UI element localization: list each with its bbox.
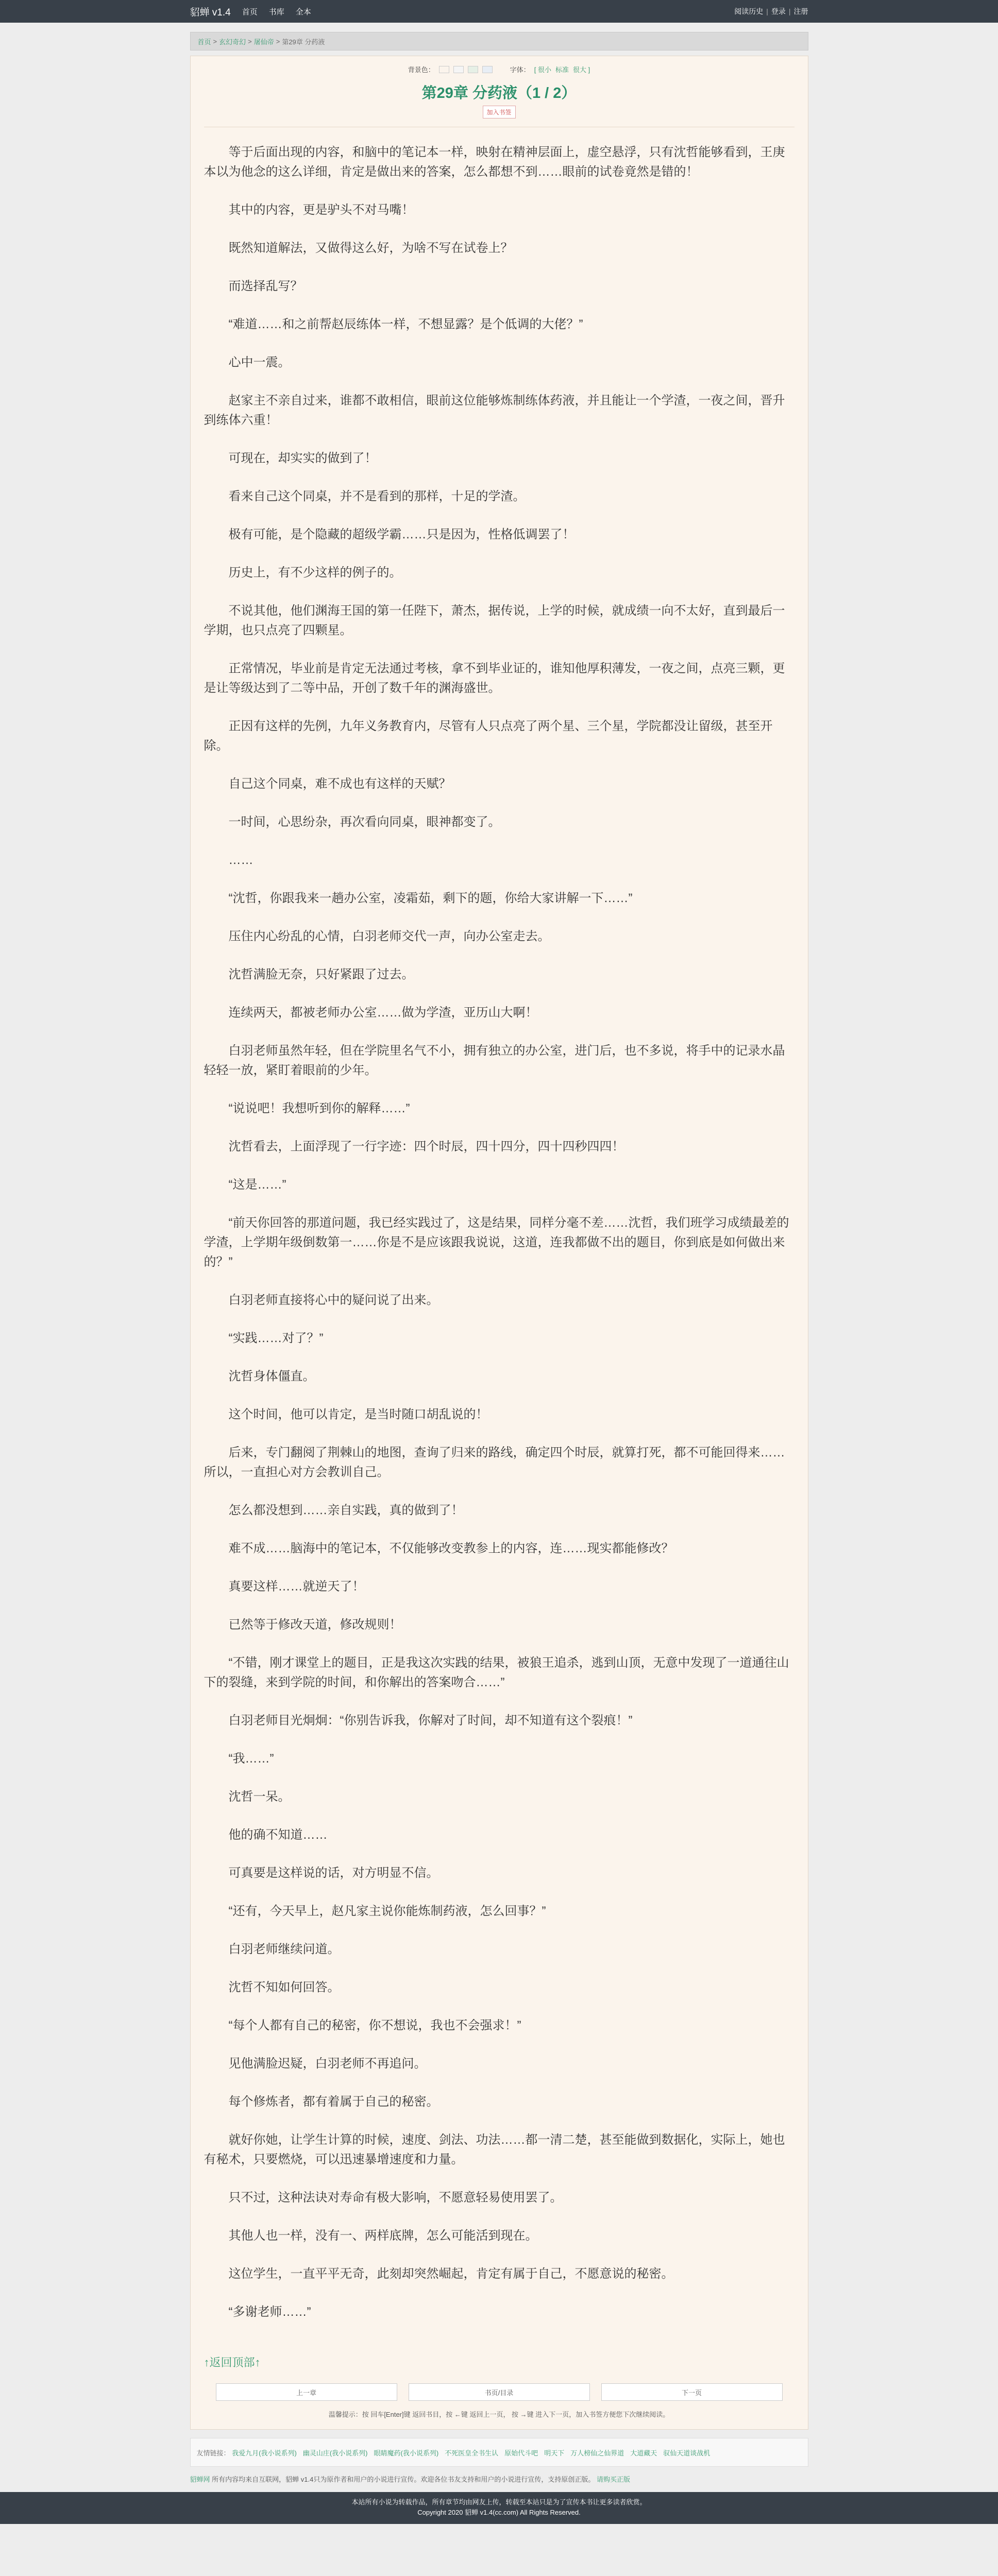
chapter-paragraph: 这位学生，一直平平无奇，此刻却突然崛起，肯定有属于自己，不愿意说的秘密。 — [228, 2267, 674, 2281]
font-size-label: 字体： — [510, 66, 530, 74]
chapter-paragraph: 白羽老师目光炯炯：“你别告诉我，你解对了时间，却不知道有这个裂痕！” — [228, 1714, 633, 1727]
site-name-link[interactable]: 貂蝉网 — [190, 2476, 210, 2483]
nav-complete[interactable]: 全本 — [295, 7, 311, 16]
chapter-paragraph: 连续两天，都被老师办公室……做为学渣，亚历山大啊！ — [228, 1006, 538, 1020]
chapter-paragraph: “难道……和之前帮赵辰练体一样，不想显露？是个低调的大佬？” — [228, 317, 583, 331]
chapter-paragraph: 自己这个同桌，难不成也有这样的天赋？ — [228, 777, 451, 791]
font-medium-button[interactable]: 标准 — [555, 66, 569, 74]
disclaimer-text: 所有内容均来自互联网，貂蝉 v1.4只为原作者和用户的小说进行宣传。欢迎各位书友支持和用户的小说进行宣传，支持原创正版。 — [212, 2476, 595, 2483]
friend-link[interactable]: 明天下 — [544, 2449, 565, 2457]
page-footer — [0, 2492, 998, 2524]
chapter-paragraph: “多谢老师……” — [228, 2305, 311, 2319]
bg-swatch-3[interactable] — [468, 66, 478, 73]
chapter-reader — [190, 56, 808, 2430]
friend-link[interactable]: 幽灵山庄(我小说系列) — [302, 2449, 368, 2457]
friend-link[interactable]: 我爱九月(我小说系列) — [232, 2449, 297, 2457]
chapter-paragraph: 压住内心纷乱的心情，白羽老师交代一声，向办公室走去。 — [228, 929, 550, 943]
chapter-title: 第29章 分药液（1 / 2） — [421, 85, 577, 101]
friend-link[interactable]: 眼睛魔药(我小说系列) — [374, 2449, 439, 2457]
next-page-button[interactable]: 下一页 — [601, 2383, 783, 2401]
chapter-paragraph: 赵家主不亲自过来，谁都不敢相信，眼前这位能够炼制练体药液，并且能让一个学渣，一夜之间，晋升到练体六重！ — [204, 394, 785, 427]
chapter-paragraph: 怎么都没想到……亲自实践，真的做到了！ — [228, 1503, 464, 1517]
chapter-paragraph: 已然等于修改天道，修改规则！ — [228, 1618, 402, 1632]
friend-link[interactable]: 大道藏天 — [630, 2449, 657, 2457]
chapter-paragraph: 心中一震。 — [228, 355, 291, 369]
reader-controls — [204, 56, 794, 74]
chapter-paragraph: 既然知道解法，又做得这么好，为啥不写在试卷上？ — [228, 241, 513, 255]
friend-link[interactable]: 不死医皇全书生认 — [445, 2449, 499, 2457]
chapter-paragraph: 正因有这样的先例，九年义务教育内，尽管有人只点亮了两个星、三个星，学院都没让留级，甚至开除。 — [204, 719, 773, 753]
disclaimer — [190, 2474, 808, 2484]
chapter-paragraph: 白羽老师直接将心中的疑问说了出来。 — [228, 1293, 439, 1307]
chapter-paragraph: “说说吧！我想听到你的解释……” — [228, 1101, 410, 1115]
chapter-paragraph: 见他满脸迟疑，白羽老师不再追问。 — [228, 2057, 427, 2071]
back-to-top-link[interactable]: ↑返回顶部↑ — [204, 2356, 261, 2369]
friend-links-label: 友情链接： — [196, 2449, 230, 2457]
chapter-paragraph: 其中的内容，更是驴头不对马嘴！ — [228, 203, 414, 217]
friend-links — [190, 2438, 808, 2467]
chapter-paragraph: “实践……对了？” — [228, 1331, 324, 1345]
chapter-paragraph: 沈哲满脸无奈，只好紧跟了过去。 — [228, 968, 414, 981]
nav-library[interactable]: 书库 — [268, 7, 284, 16]
chapter-paragraph: 后来，专门翻阅了荆棘山的地图，查询了归来的路线，确定四个时辰，就算打死，都不可能回得来……所以，一直担心对方会教训自己。 — [204, 1446, 785, 1479]
keyboard-tip: 温馨提示：按 回车[Enter]键 返回书目，按 ←键 返回上一页， 按 →键 进入下一页，加入书签方便您下次继续阅读。 — [328, 2411, 670, 2418]
chapter-paragraph: “我……” — [228, 1752, 274, 1766]
bg-swatch-4[interactable] — [482, 66, 493, 73]
chapter-paragraph: …… — [228, 853, 253, 867]
reading-history-link[interactable]: 阅读历史 — [734, 7, 764, 15]
chapter-paragraph: 历史上，有不少这样的例子的。 — [228, 566, 402, 580]
chapter-paragraph: 看来自己这个同桌，并不是看到的那样，十足的学渣。 — [228, 489, 526, 503]
prev-chapter-button[interactable]: 上一章 — [216, 2383, 397, 2401]
chapter-paragraph: 沈哲不知如何回答。 — [228, 1980, 340, 1994]
buy-genuine-link[interactable]: 请购买正版 — [596, 2476, 630, 2483]
bg-swatch-2[interactable] — [453, 66, 464, 73]
breadcrumb-home[interactable]: 首页 — [197, 38, 211, 46]
chapter-paragraph: 一时间，心思纷杂，再次看向同桌，眼神都变了。 — [228, 815, 501, 829]
add-bookmark-button[interactable]: 加入书签 — [483, 106, 516, 118]
chapter-paragraph: 等于后面出现的内容，和脑中的笔记本一样，映射在精神层面上，虚空悬浮，只有沈哲能够看到，王庚本以为他念的这么详细，肯定是做出来的答案，怎么都想不到……眼前的试卷竟然是错的！ — [204, 145, 785, 179]
chapter-paragraph: 就好你她，让学生计算的时候，速度、剑法、功法……都一清二楚，甚至能做到数据化，实际上，她也有秘术，只要燃烧，可以迅速暴增速度和力量。 — [204, 2133, 785, 2166]
chapter-paragraph: 真要这样……就逆天了！ — [228, 1580, 365, 1594]
chapter-paragraph: 不说其他，他们渊海王国的第一任陛下，萧杰，据传说，上学的时候，就成绩一向不太好，直到最后一学期，也只点亮了四颗星。 — [204, 604, 785, 637]
font-large-button[interactable]: 很大 ] — [573, 66, 590, 74]
chapter-paragraph: “不错，刚才课堂上的题目，正是我这次实践的结果，被狼王追杀，逃到山顶，无意中发现了一道通往山下的裂缝，来到学院的时间，和你解出的答案吻合……” — [204, 1656, 789, 1689]
chapter-pager — [204, 2383, 794, 2401]
chapter-paragraph: 白羽老师虽然年轻，但在学院里名气不小，拥有独立的办公室，进门后，也不多说，将手中的记录水晶轻轻一放，紧盯着眼前的少年。 — [204, 1044, 785, 1077]
chapter-paragraph: 沈哲一呆。 — [228, 1790, 291, 1804]
nav-home[interactable]: 首页 — [242, 7, 258, 16]
breadcrumb-category[interactable]: 玄幻奇幻 — [219, 38, 246, 46]
chapter-paragraph: “还有，今天早上，赵凡家主说你能炼制药液，怎么回事？” — [228, 1904, 546, 1918]
chapter-paragraph: “这是……” — [228, 1178, 286, 1192]
chapter-paragraph: 每个修炼者，都有着属于自己的秘密。 — [228, 2095, 439, 2109]
breadcrumb-book[interactable]: 屠仙帝 — [253, 38, 274, 46]
table-of-contents-button[interactable]: 书页/目录 — [409, 2383, 590, 2401]
footer-line-2: Copyright 2020 貂蝉 v1.4(cc.com) All Rights Reserved. — [417, 2509, 581, 2516]
chapter-paragraph: 正常情况，毕业前是肯定无法通过考核，拿不到毕业证的，谁知他厚积薄发，一夜之间，点亮三颗，更是让等级达到了二等中品，开创了数千年的渊海盛世。 — [204, 662, 785, 695]
friend-link[interactable]: 万人榜仙之仙界道 — [570, 2449, 624, 2457]
breadcrumb: 首页 > 玄幻奇幻 > 屠仙帝 > 第29章 分药液 — [190, 32, 808, 50]
chapter-paragraph: “沈哲，你跟我来一趟办公室，凌霜茹，剩下的题，你给大家讲解一下……” — [228, 891, 633, 905]
footer-line-1: 本站所有小说为转载作品，所有章节均由网友上传，转载至本站只是为了宣传本书让更多读者欣赏。 — [351, 2498, 647, 2506]
chapter-paragraph: 沈哲身体僵直。 — [228, 1369, 315, 1383]
font-small-button[interactable]: [ 很小 — [534, 66, 551, 74]
top-navigation-bar: 貂蝉 v1.4 首页 书库 全本 阅读历史 | 登录 | 注册 — [0, 0, 998, 23]
chapter-paragraph: 而选择乱写？ — [228, 279, 303, 293]
register-link[interactable]: 注册 — [793, 7, 808, 15]
chapter-paragraph: 白羽老师继续问道。 — [228, 1942, 340, 1956]
chapter-paragraph: 沈哲看去，上面浮现了一行字迹：四个时辰，四十四分，四十四秒四四！ — [228, 1140, 624, 1154]
chapter-paragraph: 其他人也一样，没有一、两样底牌，怎么可能活到现在。 — [228, 2229, 538, 2243]
background-label: 背景色： — [408, 66, 435, 74]
breadcrumb-current: 第29章 分药液 — [282, 38, 325, 46]
chapter-paragraph: 可现在，却实实的做到了！ — [228, 451, 377, 465]
chapter-paragraph: “前天你回答的那道问题，我已经实践过了，这是结果，同样分毫不差……沈哲，我们班学习成绩最差的学渣，上学期年级倒数第一……你是不是应该跟我说说，这道，连我都做不出的题目，你到底是如何做出来的？” — [204, 1216, 789, 1269]
chapter-paragraph: 极有可能，是个隐藏的超级学霸……只是因为，性格低调罢了！ — [228, 528, 575, 541]
chapter-paragraph: 可真要是这样说的话，对方明显不信。 — [228, 1866, 439, 1880]
chapter-content — [204, 143, 794, 2322]
chapter-paragraph: 这个时间，他可以肯定，是当时随口胡乱说的！ — [228, 1408, 488, 1421]
chapter-paragraph: 难不成……脑海中的笔记本，不仅能够改变教参上的内容，连……现实都能修改？ — [228, 1541, 674, 1555]
friend-link[interactable]: 驭仙天道谈战机 — [663, 2449, 711, 2457]
login-link[interactable]: 登录 — [771, 7, 786, 15]
friend-link[interactable]: 原始代斗吧 — [504, 2449, 538, 2457]
chapter-paragraph: “每个人都有自己的秘密，你不想说，我也不会强求！” — [228, 2019, 521, 2032]
chapter-paragraph: 他的确不知道…… — [228, 1828, 328, 1842]
bg-swatch-1[interactable] — [439, 66, 449, 73]
site-logo[interactable]: 貂蝉 v1.4 — [190, 7, 231, 18]
chapter-paragraph: 只不过，这种法诀对寿命有极大影响，不愿意轻易使用罢了。 — [228, 2191, 563, 2205]
